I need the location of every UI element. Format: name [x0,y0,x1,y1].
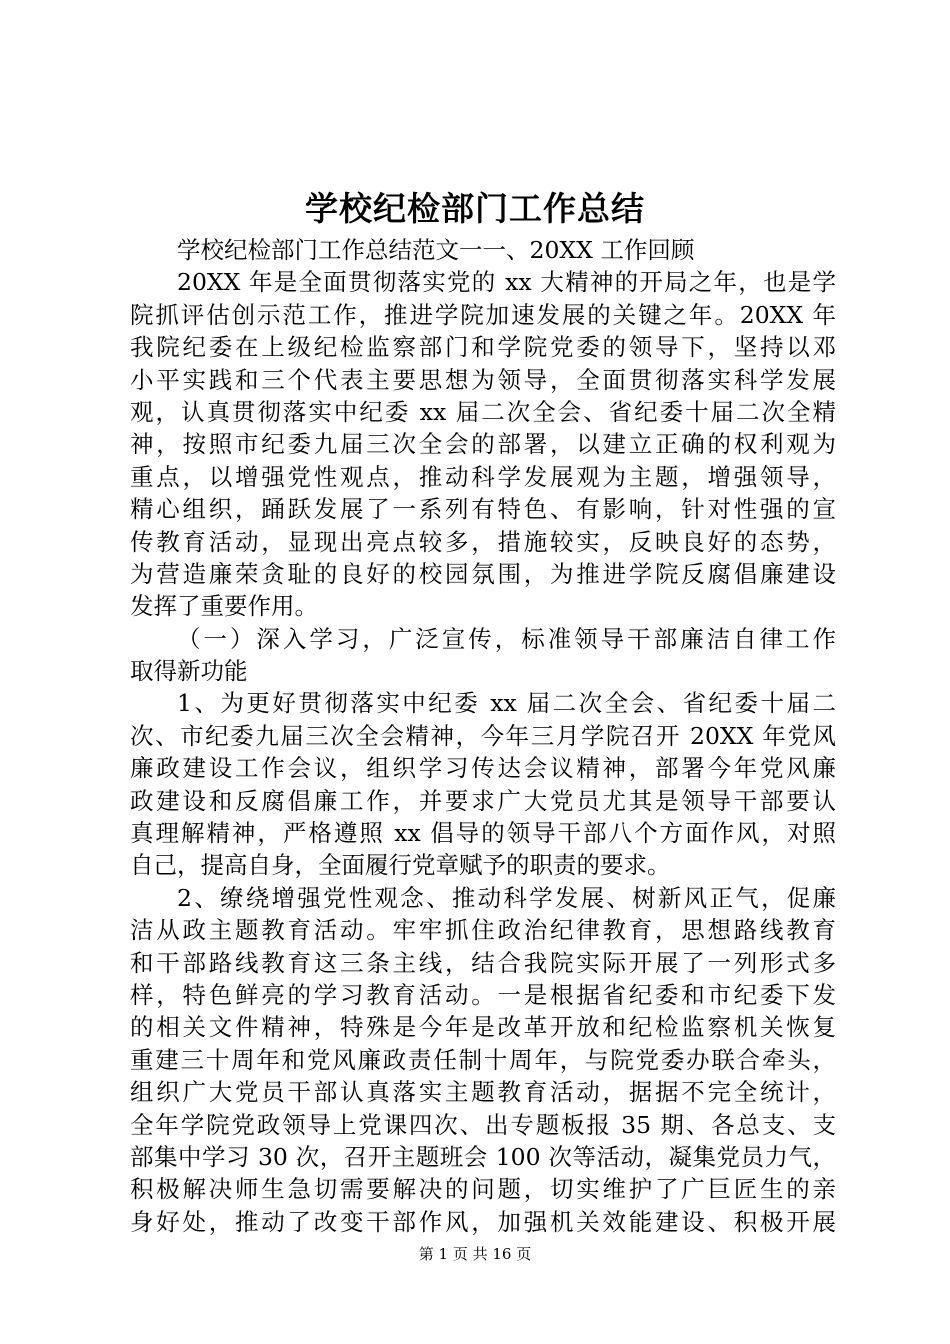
text-line: 和干部路线教育这三条主线，结合我院实际开展了一列形式多 [130,948,836,977]
text-line: 小平实践和三个代表主要思想为领导，全面贯彻落实科学发展 [130,365,836,394]
text-line: 廉政建设工作会议，组织学习传达会议精神，部署今年党风廉 [130,754,836,783]
page-footer: 第 1 页 共 16 页 [418,1245,532,1263]
text-line: 院抓评估创示范工作，推进学院加速发展的关键之年。20XX 年 [130,300,836,329]
text-line: 身好处，推动了改变干部作风，加强机关效能建设、积极开展 [130,1207,836,1236]
text-line: 1、为更好贯彻落实中纪委 xx 届二次全会、省纪委十届二 [177,689,836,718]
text-line: 积极解决师生急切需要解决的问题，切实维护了广巨匠生的亲 [130,1175,836,1204]
text-line: 真理解精神，严格遵照 xx 倡导的领导干部八个方面作风，对照 [130,819,836,848]
document-body [130,234,836,1238]
text-line: 洁从政主题教育活动。牢牢抓住政治纪律教育，思想路线教育 [130,916,836,945]
text-line: 取得新功能 [130,657,248,686]
text-line: 精心组织，踊跃发展了一系列有特色、有影响，针对性强的宣 [130,495,836,524]
text-line: 传教育活动，显现出亮点较多，措施较实，反映良好的态势， [130,527,836,556]
text-line: 重点，以增强党性观点，推动科学发展观为主题，增强领导， [130,462,836,491]
text-line: 部集中学习 30 次，召开主题班会 100 次等活动，凝集党员力气， [130,1142,836,1171]
text-line: 全年学院党政领导上党课四次、出专题板报 35 期、各总支、支 [130,1110,836,1139]
text-line: 自己，提高自身，全面履行党章赋予的职责的要求。 [130,851,671,880]
text-line: 为营造廉荣贪耻的良好的校园氛围，为推进学院反腐倡廉建设 [130,559,836,588]
text-line: 发挥了重要作用。 [130,592,318,621]
text-line: 20XX 年是全面贯彻落实党的 xx 大精神的开局之年，也是学 [177,268,836,297]
text-line: 政建设和反腐倡廉工作，并要求广大党员尤其是领导干部要认 [130,786,836,815]
text-line: 学校纪检部门工作总结范文一一、20XX 工作回顾 [177,236,695,264]
page-title: 学校纪检部门工作总结 [305,189,645,228]
text-line: 组织广大党员干部认真落实主题教育活动，据据不完全统计， [130,1078,836,1107]
text-line: 神，按照市纪委九届三次全会的部署，以建立正确的权利观为 [130,430,836,459]
text-line: （一）深入学习，广泛宣传，标准领导干部廉洁自律工作 [177,624,836,653]
text-line: 重建三十周年和党风廉政责任制十周年，与院党委办联合牵头， [130,1045,836,1074]
text-line: 次、市纪委九届三次全会精神，今年三月学院召开 20XX 年党风 [130,721,836,750]
text-line: 的相关文件精神，特殊是今年是改革开放和纪检监察机关恢复 [130,1013,836,1042]
text-line: 2、缭绕增强党性观念、推动科学发展、树新风正气，促廉 [177,883,836,912]
text-line: 样，特色鲜亮的学习教育活动。一是根据省纪委和市纪委下发 [130,980,836,1009]
text-line: 观，认真贯彻落实中纪委 xx 届二次全会、省纪委十届二次全精 [130,397,836,426]
text-line: 我院纪委在上级纪检监察部门和学院党委的领导下，坚持以邓 [130,333,836,362]
